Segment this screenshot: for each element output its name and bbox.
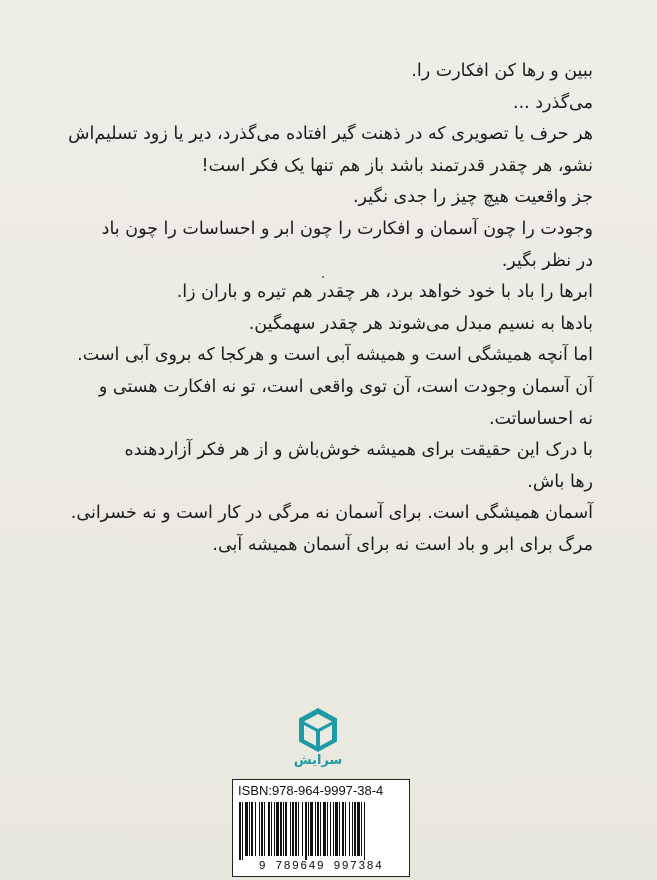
text-line-11: آن آسمان وجودت است، آن توی واقعی است، تو نه افکارت هستی و [98, 376, 593, 397]
barcode-bar [268, 802, 270, 856]
isbn-label: ISBN:978-964-9997-38-4 [238, 783, 384, 798]
text-line-13: با درک این حقیقت برای همیشه خوش‌باش و از هر فکر آزاردهنده [124, 440, 593, 461]
barcode-bar [345, 802, 346, 856]
barcode-digits: 9 789649 997384 [258, 860, 384, 873]
barcode-bar [333, 802, 334, 856]
text-line-5: جز واقعیت هیچ چیز را جدی نگیر. [352, 187, 593, 208]
text-line-8: ابرها را باد با خود خواهد برد، هر چقدر هم تیره و باران زا. [176, 282, 593, 303]
text-line-15: آسمان همیشگی است. برای آسمان نه مرگی در کار است و نه خسرانی. [70, 503, 593, 524]
text-line-2: می‌گذرد ... [513, 92, 593, 113]
barcode-bar [298, 802, 299, 856]
barcode-bar [315, 802, 316, 856]
barcode-bar [357, 802, 360, 856]
text-line-7: در نظر بگیر. [501, 250, 593, 271]
barcode-bar [276, 802, 279, 856]
barcode-bar [255, 802, 256, 856]
barcode-bar [283, 802, 284, 856]
barcode-bar [274, 802, 275, 856]
barcode-bar [361, 802, 362, 856]
barcode-bar [242, 802, 243, 860]
barcode-bar [323, 802, 326, 856]
barcode-bar [239, 802, 241, 860]
barcode-bar [261, 802, 263, 856]
barcode-bar [271, 802, 272, 856]
barcode [239, 802, 403, 860]
barcode-bar [305, 802, 307, 860]
barcode-bar [251, 802, 253, 856]
barcode-bar [342, 802, 344, 856]
text-line-14: رها باش. [527, 471, 593, 492]
barcode-bar [349, 802, 350, 856]
barcode-bar [364, 802, 365, 860]
barcode-bar [352, 802, 353, 856]
barcode-bar [330, 802, 331, 856]
text-line-1: ببین و رها کن افکارت را. [411, 61, 593, 81]
barcode-bar [292, 802, 294, 856]
publisher-name: سرایش [293, 753, 343, 768]
barcode-bar [295, 802, 297, 856]
barcode-bar [290, 802, 291, 856]
text-line-6: وجودت را چون آسمان و افکارت را چون ابر و احساسات را چون باد [101, 218, 593, 239]
poem-text [33, 56, 593, 562]
barcode-bar [335, 802, 338, 856]
barcode-bar [285, 802, 287, 856]
paper-speck [322, 276, 324, 278]
barcode-bar [259, 802, 260, 856]
barcode-bar [317, 802, 319, 856]
barcode-bar [339, 802, 340, 856]
publisher-logo [293, 705, 343, 779]
text-line-9: بادها به نسیم مبدل می‌شوند هر چقدر سهمگین. [248, 313, 593, 334]
barcode-bar [320, 802, 321, 856]
text-line-12: نه احساساتت. [488, 408, 593, 429]
text-line-4: نشو، هر چقدر قدرتمند باشد باز هم تنها یک فکر است! [201, 155, 593, 176]
barcode-bar [308, 802, 309, 856]
text-line-10: اما آنچه همیشگی است و همیشه آبی است و هرکجا که بروی آبی است. [77, 345, 593, 366]
barcode-bar [327, 802, 328, 856]
barcode-bar [310, 802, 313, 856]
barcode-bar [354, 802, 356, 856]
barcode-bar [302, 802, 303, 856]
barcode-bar [280, 802, 282, 856]
text-line-3: هر حرف یا تصویری که در ذهنت گیر افتاده می‌گذرد، دیر یا زود تسلیم‌اش [68, 124, 593, 145]
isbn-barcode-box [232, 779, 410, 877]
open-book-hexagon-icon [293, 705, 343, 755]
barcode-bar [245, 802, 248, 856]
barcode-bar [264, 802, 265, 856]
text-line-16: مرگ برای ابر و باد است نه برای آسمان همیشه آبی. [212, 534, 593, 555]
barcode-bar [249, 802, 250, 856]
